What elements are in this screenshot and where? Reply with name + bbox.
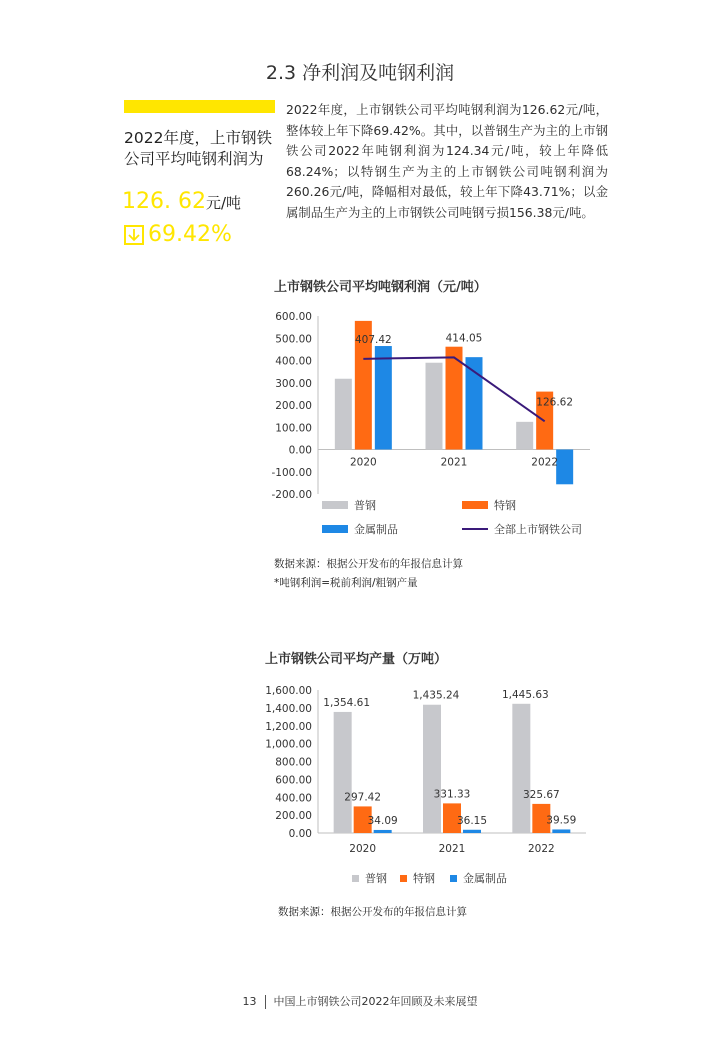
bar-普钢-2020 [334,712,352,833]
legend-label-tegang: 特钢 [494,499,516,512]
report-title: 中国上市钢铁公司2022年回顾及未来展望 [273,995,478,1008]
bar-金属制品-2020 [374,830,392,833]
legend2-swatch-gray [352,875,359,882]
profit-per-ton-chart [262,300,622,500]
highlight-change [124,222,232,247]
legend-label-putong: 普钢 [354,499,376,512]
production-chart [262,676,602,862]
bar-普钢-2021 [426,363,443,450]
data-label: 34.09 [367,814,398,827]
data-label: 1,445.63 [501,688,549,701]
bar-金属制品-2022 [552,829,570,833]
data-label: 297.42 [344,791,382,804]
line-data-label: 407.42 [354,333,392,346]
legend2-label-metal: 金属制品 [463,872,507,885]
y-tick-label: -100.00 [271,466,312,479]
data-label: 1,354.61 [323,696,371,709]
y-tick-label: 100.00 [275,422,312,435]
section-title: 2.3 净利润及吨钢利润 [265,62,455,84]
data-label: 39.59 [546,814,577,827]
y-tick-label: -200.00 [271,489,312,500]
y-tick-label: 300.00 [275,377,312,390]
y-tick-label: 0.00 [288,444,312,457]
y-tick-label: 1,000.00 [265,738,312,751]
legend2-swatch-orange [400,875,407,882]
legend-swatch-line [462,528,488,530]
x-tick-label: 2020 [349,843,377,855]
bar-金属制品-2021 [463,830,481,833]
chart1-title: 上市钢铁公司平均吨钢利润（元/吨） [274,280,487,295]
legend-label-metal: 金属制品 [354,523,398,536]
legend-swatch-orange [462,501,488,509]
bar-金属制品-2020 [375,346,392,449]
page-number: 13 [242,995,257,1008]
line-data-label: 126.62 [536,396,574,409]
chart2-source-note: 数据来源：根据公开发布的年报信息计算 [278,906,467,918]
legend2-swatch-blue [450,875,457,882]
legend-item-putong [322,497,376,513]
legend-item-all [462,521,582,537]
chart1-formula-note: *吨钢利润=税前利润/粗钢产量 [274,577,418,589]
chart1-source-note: 数据来源：根据公开发布的年报信息计算 [274,558,463,570]
bar-普钢-2021 [423,705,441,833]
y-tick-label: 500.00 [275,333,312,346]
chart2-title: 上市钢铁公司平均产量（万吨） [265,652,448,667]
y-tick-label: 1,200.00 [265,720,312,733]
y-tick-label: 600.00 [275,774,312,787]
x-tick-label: 2022 [531,456,559,469]
legend-swatch-blue [322,525,348,533]
bar-金属制品-2022 [556,450,573,485]
legend2-label-tegang: 特钢 [413,872,435,885]
x-tick-label: 2021 [438,843,466,855]
footer-divider [265,995,266,1009]
y-tick-label: 400.00 [275,355,312,368]
legend-label-all: 全部上市钢铁公司 [494,523,582,536]
data-label: 1,435.24 [412,689,460,702]
y-tick-label: 1,400.00 [265,702,312,715]
legend2-label-putong: 普钢 [365,872,387,885]
page-footer [0,993,720,1009]
legend-item-metal [322,521,398,537]
highlight-label: 2022年度，上市钢铁公司平均吨钢利润为 [124,129,272,168]
y-tick-label: 1,600.00 [265,685,312,697]
highlight-change-value: 69.42% [148,222,232,247]
y-tick-label: 400.00 [275,792,312,805]
y-tick-label: 200.00 [275,810,312,823]
highlight-value [122,189,241,214]
data-label: 325.67 [522,788,560,801]
bar-普钢-2022 [516,422,533,450]
highlight-number: 126. 62 [122,189,206,214]
legend2-item-metal [450,870,507,886]
x-tick-label: 2022 [527,843,555,855]
y-tick-label: 0.00 [288,828,312,840]
x-tick-label: 2021 [440,456,468,469]
data-label: 331.33 [433,788,471,801]
y-tick-label: 800.00 [275,756,312,769]
data-label: 36.15 [456,814,488,827]
legend2-item-tegang [400,870,435,886]
line-data-label: 414.05 [445,332,483,345]
y-tick-label: 600.00 [275,311,312,323]
highlight-bar [124,100,275,113]
body-paragraph: 2022年度，上市钢铁公司平均吨钢利润为126.62元/吨，整体较上年下降69.42%。其中，以普钢生产为主的上市钢铁公司2022年吨钢利润为124.34元/吨，较上年降低68.24%；以特钢生产为主的上市钢铁公司吨钢利润为260.26元/吨，降幅相对最低，较上年下降43.71%；以金属制品生产为主的上市钢铁公司吨钢亏损156.38元/吨。 [286,102,608,220]
bar-普钢-2020 [335,379,352,450]
down-arrow-icon [124,225,144,245]
x-tick-label: 2020 [349,456,377,469]
legend-item-tegang [462,497,516,513]
y-tick-label: 200.00 [275,400,312,412]
highlight-unit: 元/吨 [205,194,242,212]
legend2-item-putong [352,870,387,886]
bar-普钢-2022 [512,704,530,833]
legend-swatch-gray [322,501,348,509]
